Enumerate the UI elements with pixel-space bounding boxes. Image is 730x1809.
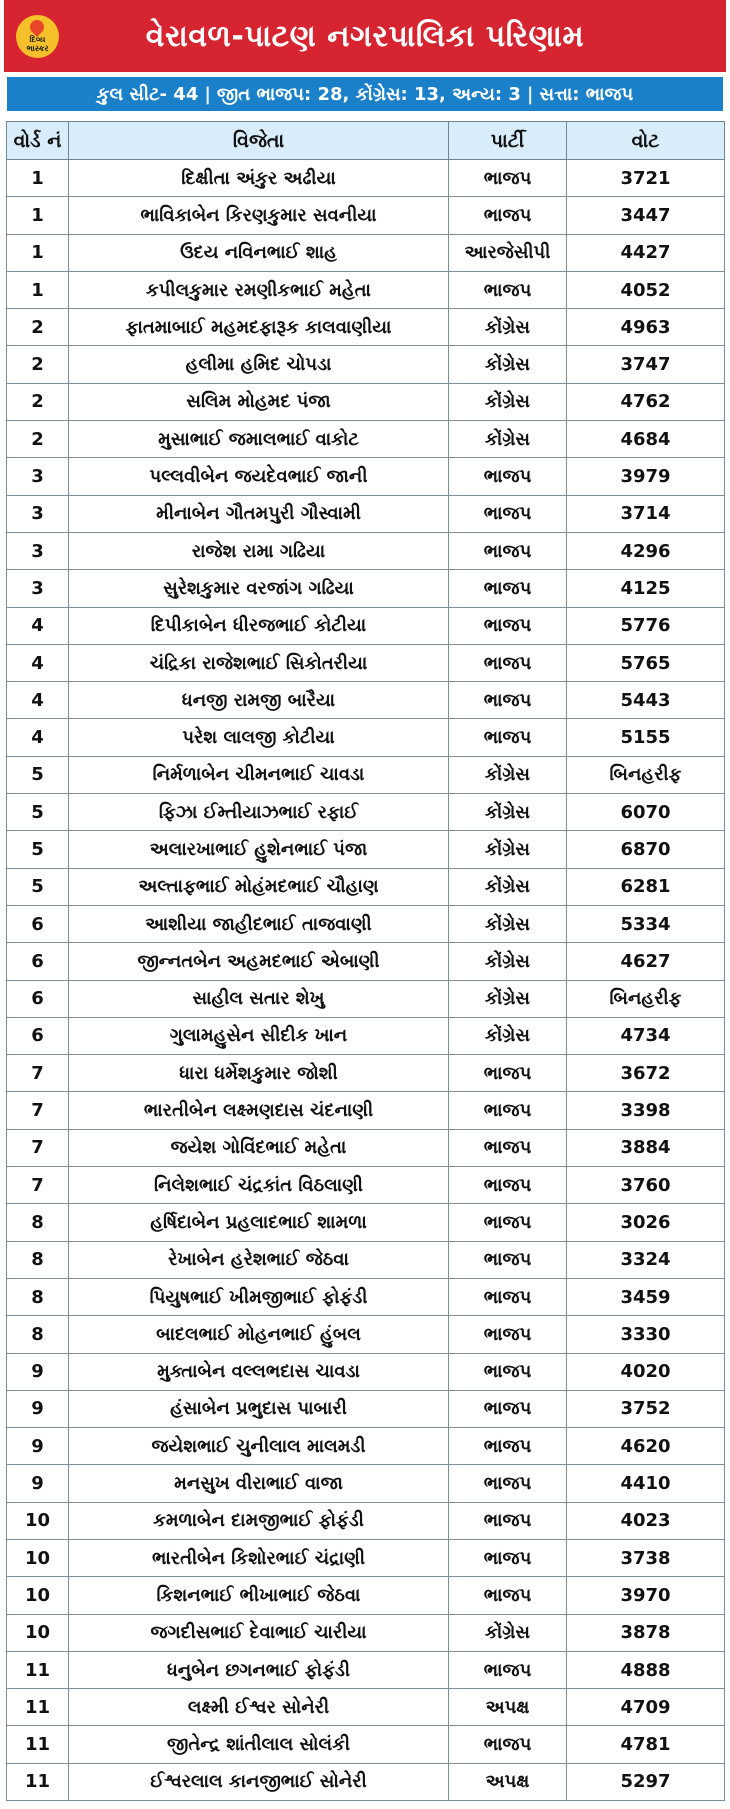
winner-cell: ફાતમાબાઈ મહમદફારૂક કાલવાણીયા <box>69 309 449 346</box>
votes-cell: 4888 <box>567 1651 725 1688</box>
winner-cell: ધનજી રામજી બારૈયા <box>69 682 449 719</box>
table-row <box>7 719 725 756</box>
winner-cell: ગુલામહુસેન સીદીક ખાન <box>69 1017 449 1054</box>
winner-cell: કમળાબેન દામજીભાઈ ફોફંડી <box>69 1502 449 1539</box>
party-cell: કોંગ્રેસ <box>449 980 567 1017</box>
winner-cell: મનસુખ વીરાભાઈ વાજા <box>69 1465 449 1502</box>
logo-text-line1: દિવ્ય <box>29 35 46 44</box>
column-header-winner: વિજેતા <box>69 122 449 160</box>
ward-cell: 7 <box>7 1129 69 1166</box>
ward-cell: 3 <box>7 570 69 607</box>
table-row <box>7 1428 725 1465</box>
ward-cell: 3 <box>7 458 69 495</box>
party-cell: ભાજપ <box>449 1316 567 1353</box>
summary-won: જીત ભાજપ: 28, કોંગ્રેસ: 13, અન્ય: 3 <box>216 83 521 105</box>
ward-cell: 4 <box>7 607 69 644</box>
winner-cell: જયેશ ગોવિંદભાઈ મહેતા <box>69 1129 449 1166</box>
results-table <box>6 121 725 1801</box>
votes-cell: 5334 <box>567 905 725 942</box>
summary-total-seats: કુલ સીટ- 44 <box>96 83 199 105</box>
table-row <box>7 309 725 346</box>
votes-cell: 6870 <box>567 831 725 868</box>
divya-bhaskar-logo <box>16 15 59 58</box>
votes-cell: 4734 <box>567 1017 725 1054</box>
table-row <box>7 570 725 607</box>
party-cell: ભાજપ <box>449 570 567 607</box>
votes-cell: 4125 <box>567 570 725 607</box>
table-row <box>7 1241 725 1278</box>
votes-cell: 4963 <box>567 309 725 346</box>
votes-cell: 3447 <box>567 197 725 234</box>
ward-cell: 9 <box>7 1353 69 1390</box>
ward-cell: 5 <box>7 756 69 793</box>
ward-cell: 3 <box>7 532 69 569</box>
votes-cell: 5765 <box>567 644 725 681</box>
ward-cell: 5 <box>7 794 69 831</box>
winner-cell: નિર્મળાબેન ચીમનભાઈ ચાવડા <box>69 756 449 793</box>
table-row <box>7 197 725 234</box>
ward-cell: 10 <box>7 1539 69 1576</box>
winner-cell: પલ્લવીબેન જયદેવભાઈ જાની <box>69 458 449 495</box>
votes-cell: 3747 <box>567 346 725 383</box>
table-row <box>7 234 725 271</box>
table-row <box>7 980 725 1017</box>
table-row <box>7 1017 725 1054</box>
votes-cell: 5776 <box>567 607 725 644</box>
ward-cell: 5 <box>7 868 69 905</box>
winner-cell: જગદીસભાઈ દેવાભાઈ ચારીયા <box>69 1614 449 1651</box>
ward-cell: 3 <box>7 495 69 532</box>
column-header-votes: વોટ <box>567 122 725 160</box>
votes-cell: 4684 <box>567 421 725 458</box>
ward-cell: 1 <box>7 197 69 234</box>
winner-cell: ચંદ્રિકા રાજેશભાઈ સિકોતરીયા <box>69 644 449 681</box>
votes-cell: 3884 <box>567 1129 725 1166</box>
votes-cell: 5443 <box>567 682 725 719</box>
winner-cell: જીતેન્દ્ર શાંતીલાલ સોલંકી <box>69 1726 449 1763</box>
table-row <box>7 1539 725 1576</box>
votes-cell: 4023 <box>567 1502 725 1539</box>
winner-cell: ધનુબેન છગનભાઈ ફોફંડી <box>69 1651 449 1688</box>
winner-cell: કિશનભાઈ ભીખાભાઈ જેઠવા <box>69 1577 449 1614</box>
logo-drop-icon <box>27 17 47 37</box>
votes-cell: 4781 <box>567 1726 725 1763</box>
votes-cell: 4709 <box>567 1689 725 1726</box>
votes-cell: 4427 <box>567 234 725 271</box>
ward-cell: 6 <box>7 1017 69 1054</box>
table-row <box>7 644 725 681</box>
title-banner <box>4 0 726 72</box>
votes-cell: 3979 <box>567 458 725 495</box>
party-cell: કોંગ્રેસ <box>449 309 567 346</box>
party-cell: અપક્ષ <box>449 1689 567 1726</box>
winner-cell: ઉદય નવિનભાઈ શાહ <box>69 234 449 271</box>
party-cell: કોંગ્રેસ <box>449 794 567 831</box>
party-cell: ભાજપ <box>449 607 567 644</box>
winner-cell: કપીલકુમાર રમણીકભાઈ મહેતા <box>69 271 449 308</box>
votes-cell: 3760 <box>567 1167 725 1204</box>
votes-cell: 4052 <box>567 271 725 308</box>
ward-cell: 9 <box>7 1390 69 1427</box>
ward-cell: 1 <box>7 271 69 308</box>
votes-cell: 4020 <box>567 1353 725 1390</box>
column-header-party: પાર્ટી <box>449 122 567 160</box>
votes-cell: 3714 <box>567 495 725 532</box>
votes-cell: 4296 <box>567 532 725 569</box>
table-row <box>7 1353 725 1390</box>
votes-cell: 3330 <box>567 1316 725 1353</box>
party-cell: ભાજપ <box>449 1092 567 1129</box>
table-row <box>7 383 725 420</box>
table-row <box>7 831 725 868</box>
results-table-body <box>7 160 725 1801</box>
votes-cell: બિનહરીફ <box>567 756 725 793</box>
party-cell: ભાજપ <box>449 1577 567 1614</box>
votes-cell: 3672 <box>567 1055 725 1092</box>
ward-cell: 6 <box>7 905 69 942</box>
party-cell: કોંગ્રેસ <box>449 421 567 458</box>
votes-cell: 3738 <box>567 1539 725 1576</box>
ward-cell: 11 <box>7 1763 69 1800</box>
ward-cell: 10 <box>7 1614 69 1651</box>
winner-cell: રાજેશ રામા ગઢિયા <box>69 532 449 569</box>
party-cell: ભાજપ <box>449 719 567 756</box>
ward-cell: 10 <box>7 1577 69 1614</box>
votes-cell: 3878 <box>567 1614 725 1651</box>
votes-cell: 4762 <box>567 383 725 420</box>
ward-cell: 11 <box>7 1651 69 1688</box>
votes-cell: 3398 <box>567 1092 725 1129</box>
table-row <box>7 1390 725 1427</box>
ward-cell: 9 <box>7 1428 69 1465</box>
ward-cell: 4 <box>7 644 69 681</box>
party-cell: ભાજપ <box>449 1465 567 1502</box>
table-header-row <box>7 122 725 160</box>
winner-cell: જયેશભાઈ ચુનીલાલ માલમડી <box>69 1428 449 1465</box>
party-cell: ભાજપ <box>449 1428 567 1465</box>
table-row <box>7 1055 725 1092</box>
party-cell: કોંગ્રેસ <box>449 383 567 420</box>
table-row <box>7 1167 725 1204</box>
summary-separator: | <box>526 83 534 105</box>
table-row <box>7 1689 725 1726</box>
winner-cell: બાદલભાઈ મોહનભાઈ હુંબલ <box>69 1316 449 1353</box>
votes-cell: 4627 <box>567 943 725 980</box>
party-cell: ભાજપ <box>449 197 567 234</box>
table-row <box>7 794 725 831</box>
table-row <box>7 1278 725 1315</box>
ward-cell: 2 <box>7 309 69 346</box>
votes-cell: 4410 <box>567 1465 725 1502</box>
ward-cell: 2 <box>7 421 69 458</box>
ward-cell: 2 <box>7 383 69 420</box>
table-row <box>7 682 725 719</box>
summary-separator: | <box>204 83 211 105</box>
ward-cell: 5 <box>7 831 69 868</box>
votes-cell: 3970 <box>567 1577 725 1614</box>
votes-cell: 3459 <box>567 1278 725 1315</box>
table-row <box>7 1577 725 1614</box>
winner-cell: ધારા ધર્મેશકુમાર જોશી <box>69 1055 449 1092</box>
party-cell: ભાજપ <box>449 682 567 719</box>
winner-cell: મુક્તાબેન વલ્લભદાસ ચાવડા <box>69 1353 449 1390</box>
table-row <box>7 1651 725 1688</box>
ward-cell: 6 <box>7 943 69 980</box>
ward-cell: 11 <box>7 1689 69 1726</box>
party-cell: ભાજપ <box>449 1651 567 1688</box>
winner-cell: હંસાબેન પ્રભુદાસ પાબારી <box>69 1390 449 1427</box>
ward-cell: 8 <box>7 1278 69 1315</box>
winner-cell: પરેશ લાલજી કોટીયા <box>69 719 449 756</box>
party-cell: અપક્ષ <box>449 1763 567 1800</box>
winner-cell: મીનાબેન ગૌતમપુરી ગૌસ્વામી <box>69 495 449 532</box>
winner-cell: પિયુષભાઈ ખીમજીભાઈ ફોફંડી <box>69 1278 449 1315</box>
winner-cell: ભાવિકાબેન કિરણકુમાર સવનીયા <box>69 197 449 234</box>
table-row <box>7 607 725 644</box>
party-cell: ભાજપ <box>449 1204 567 1241</box>
party-cell: કોંગ્રેસ <box>449 868 567 905</box>
table-row <box>7 905 725 942</box>
party-cell: ભાજપ <box>449 458 567 495</box>
votes-cell: 3721 <box>567 160 725 197</box>
winner-cell: આશીયા જાહીદભાઈ તાજવાણી <box>69 905 449 942</box>
ward-cell: 7 <box>7 1167 69 1204</box>
winner-cell: અલ્તાફભાઈ મોહંમદભાઈ ચૌહાણ <box>69 868 449 905</box>
party-cell: ભાજપ <box>449 1055 567 1092</box>
column-header-ward: વોર્ડ નં <box>7 122 69 160</box>
party-cell: ભાજપ <box>449 1726 567 1763</box>
party-cell: ભાજપ <box>449 1539 567 1576</box>
table-row <box>7 756 725 793</box>
ward-cell: 10 <box>7 1502 69 1539</box>
ward-cell: 4 <box>7 682 69 719</box>
winner-cell: દિક્ષીતા અંકુર અઢીયા <box>69 160 449 197</box>
table-row <box>7 1726 725 1763</box>
party-cell: કોંગ્રેસ <box>449 1614 567 1651</box>
winner-cell: મુસાભાઈ જમાલભાઈ વાકોટ <box>69 421 449 458</box>
table-row <box>7 1092 725 1129</box>
winner-cell: સુરેશકુમાર વરજાંગ ગઢિયા <box>69 570 449 607</box>
party-cell: કોંગ્રેસ <box>449 346 567 383</box>
table-row <box>7 160 725 197</box>
ward-cell: 7 <box>7 1055 69 1092</box>
votes-cell: 3752 <box>567 1390 725 1427</box>
ward-cell: 8 <box>7 1241 69 1278</box>
party-cell: ભાજપ <box>449 1167 567 1204</box>
party-cell: કોંગ્રેસ <box>449 1017 567 1054</box>
ward-cell: 11 <box>7 1726 69 1763</box>
ward-cell: 8 <box>7 1316 69 1353</box>
winner-cell: ભારતીબેન કિશોરભાઈ ચંદ્રાણી <box>69 1539 449 1576</box>
winner-cell: દિપીકાબેન ધીરજભાઈ કોટીયા <box>69 607 449 644</box>
ward-cell: 1 <box>7 160 69 197</box>
results-page <box>4 0 726 1801</box>
ward-cell: 1 <box>7 234 69 271</box>
party-cell: ભાજપ <box>449 160 567 197</box>
winner-cell: ઈશ્વરલાલ કાનજીભાઈ સોનેરી <box>69 1763 449 1800</box>
table-row <box>7 346 725 383</box>
party-cell: ભાજપ <box>449 1241 567 1278</box>
table-row <box>7 271 725 308</box>
party-cell: કોંગ્રેસ <box>449 756 567 793</box>
ward-cell: 4 <box>7 719 69 756</box>
table-row <box>7 532 725 569</box>
winner-cell: હલીમા હમિદ ચોપડા <box>69 346 449 383</box>
winner-cell: જીન્નતબેન અહમદભાઈ એબાણી <box>69 943 449 980</box>
votes-cell: 6070 <box>567 794 725 831</box>
page-title: વેરાવળ-પાટણ નગરપાલિકા પરિણામ <box>145 18 585 54</box>
table-row <box>7 421 725 458</box>
party-cell: ભાજપ <box>449 271 567 308</box>
table-row <box>7 1204 725 1241</box>
votes-cell: બિનહરીફ <box>567 980 725 1017</box>
votes-cell: 5297 <box>567 1763 725 1800</box>
party-cell: ભાજપ <box>449 1129 567 1166</box>
party-cell: કોંગ્રેસ <box>449 831 567 868</box>
winner-cell: અલારખાભાઈ હુશેનભાઈ પંજા <box>69 831 449 868</box>
party-cell: આરજેસીપી <box>449 234 567 271</box>
winner-cell: ભારતીબેન લક્ષ્મણદાસ ચંદનાણી <box>69 1092 449 1129</box>
logo-text-line2: ભાસ્કર <box>26 44 49 53</box>
summary-bar <box>4 74 726 114</box>
ward-cell: 8 <box>7 1204 69 1241</box>
table-row <box>7 943 725 980</box>
party-cell: કોંગ્રેસ <box>449 905 567 942</box>
winner-cell: લક્ષ્મી ઈશ્વર સોનેરી <box>69 1689 449 1726</box>
votes-cell: 3324 <box>567 1241 725 1278</box>
party-cell: ભાજપ <box>449 1278 567 1315</box>
party-cell: કોંગ્રેસ <box>449 943 567 980</box>
votes-cell: 4620 <box>567 1428 725 1465</box>
summary-power: સત્તા: ભાજપ <box>539 83 634 105</box>
winner-cell: ફિઝા ઈમ્તીયાઝભાઈ રફાઈ <box>69 794 449 831</box>
party-cell: ભાજપ <box>449 1353 567 1390</box>
party-cell: ભાજપ <box>449 1502 567 1539</box>
votes-cell: 3026 <box>567 1204 725 1241</box>
ward-cell: 2 <box>7 346 69 383</box>
party-cell: ભાજપ <box>449 644 567 681</box>
winner-cell: સાહીલ સતાર શેખુ <box>69 980 449 1017</box>
ward-cell: 6 <box>7 980 69 1017</box>
table-row <box>7 1129 725 1166</box>
table-row <box>7 1614 725 1651</box>
winner-cell: રેખાબેન હરેશભાઈ જેઠવા <box>69 1241 449 1278</box>
table-row <box>7 1465 725 1502</box>
ward-cell: 9 <box>7 1465 69 1502</box>
winner-cell: નિલેશભાઈ ચંદ્રકાંત વિઠલાણી <box>69 1167 449 1204</box>
party-cell: ભાજપ <box>449 1390 567 1427</box>
votes-cell: 6281 <box>567 868 725 905</box>
party-cell: ભાજપ <box>449 495 567 532</box>
table-row <box>7 868 725 905</box>
winner-cell: હર્ષિદાબેન પ્રહલાદભાઈ શામળા <box>69 1204 449 1241</box>
table-row <box>7 1763 725 1800</box>
party-cell: ભાજપ <box>449 532 567 569</box>
ward-cell: 7 <box>7 1092 69 1129</box>
votes-cell: 5155 <box>567 719 725 756</box>
table-row <box>7 1316 725 1353</box>
table-row <box>7 495 725 532</box>
winner-cell: સલિમ મોહમદ પંજા <box>69 383 449 420</box>
table-row <box>7 458 725 495</box>
table-row <box>7 1502 725 1539</box>
